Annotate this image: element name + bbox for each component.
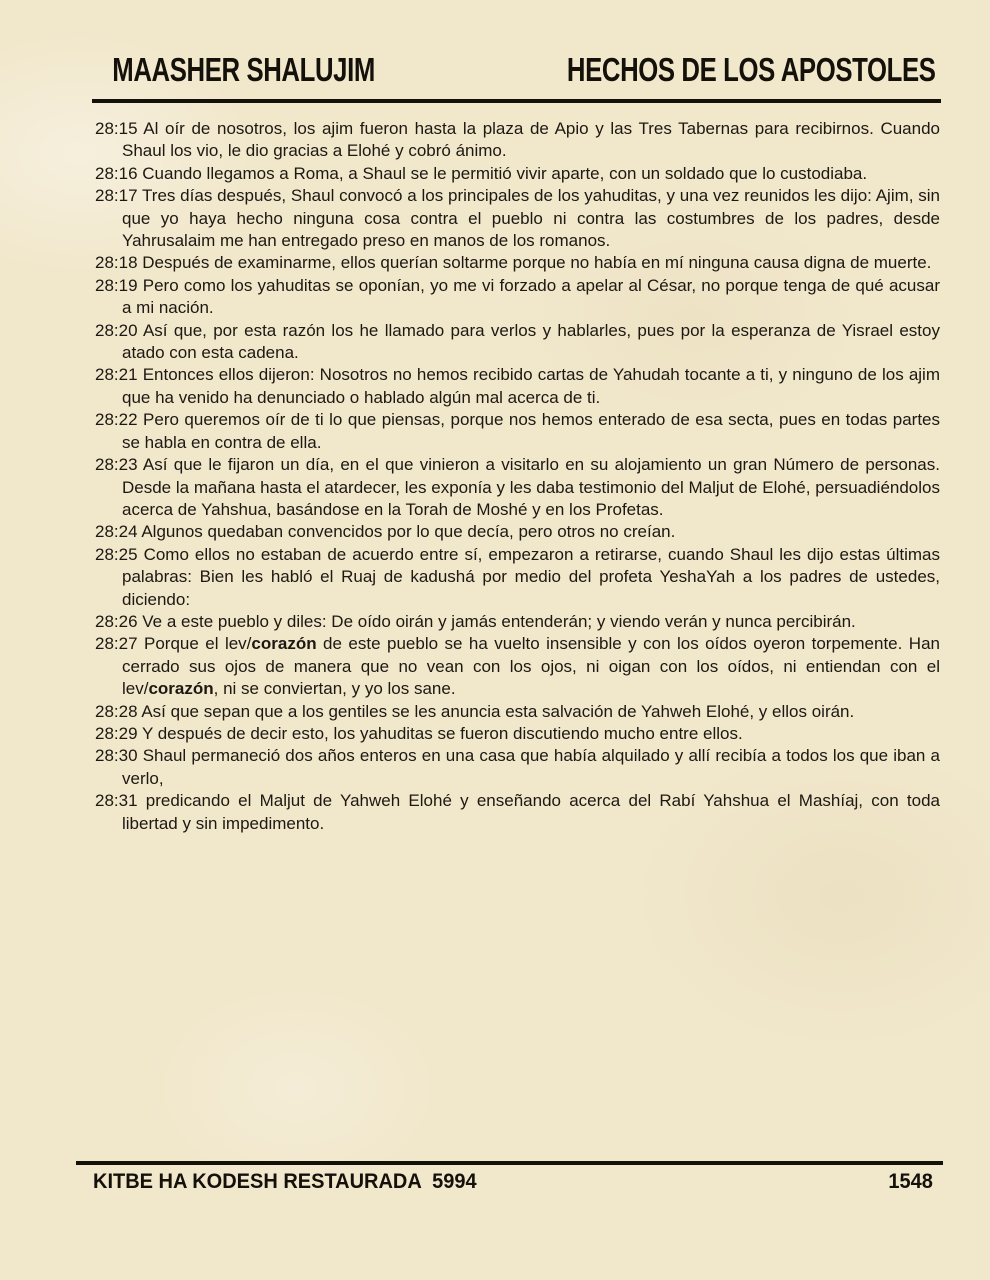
verse-ref: 28:17 <box>95 186 138 206</box>
verse-text: , ni se conviertan, y yo los sane. <box>213 679 456 699</box>
verse-text: Y después de decir esto, los yahuditas se fueron discutiendo mucho entre ellos. <box>141 723 743 743</box>
verse-ref: 28:18 <box>95 253 138 273</box>
page-header <box>92 52 941 86</box>
verse-text: Al oír de nosotros, los ajim fueron hasta la plaza de Apio y las Tres Tabernas para recibirnos. Cuando Shaul los vio, le dio gracias a Elohé y cobró ánimo. <box>122 119 940 161</box>
verse-ref: 28:29 <box>95 723 138 743</box>
verse-text: Algunos quedaban convencidos por lo que decía, pero otros no creían. <box>141 522 676 542</box>
verse-ref: 28:24 <box>95 522 138 542</box>
verse-text: Ve a este pueblo y diles: De oído oirán y jamás entenderán; y viendo verán y nunca percibirán. <box>142 611 856 631</box>
verse-ref: 28:20 <box>95 320 138 340</box>
verse-ref: 28:23 <box>95 455 138 475</box>
footer-page-number: 1548 <box>888 1169 933 1193</box>
verse-text: Como ellos no estaban de acuerdo entre sí, empezaron a retirarse, cuando Shaul les dijo estas últimas palabras: Bien les habló el Ruaj de kadushá por medio del profeta YeshaYah a los padres de ustedes, diciendo: <box>122 544 940 609</box>
verse-text-bold: corazón <box>251 634 317 654</box>
verse <box>95 364 940 409</box>
verse <box>95 745 940 790</box>
verse-text: Entonces ellos dijeron: Nosotros no hemos recibido cartas de Yahudah tocante a ti, y ninguno de los ajim que ha venido ha denunciado o hablado algún mal acerca de ti. <box>122 365 940 407</box>
header-right-title: HECHOS DE LOS APOSTOLES <box>566 51 936 88</box>
page-footer <box>93 1170 933 1194</box>
verse <box>95 611 940 633</box>
verse <box>95 163 940 185</box>
verse-text: Así que, por esta razón los he llamado para verlos y hablarles, pues por la esperanza de Yisrael estoy atado con esta cadena. <box>122 320 940 363</box>
verse <box>95 320 940 365</box>
verse-ref: 28:31 <box>95 791 138 811</box>
verse-text: de este pueblo se ha vuelto insensible y con los oídos oyeron torpemente. Han cerrado sus ojos de manera que no vean con los ojos, ni oigan con los oídos, ni entiendan con el lev/ <box>122 634 940 699</box>
verse-text: Pero queremos oír de ti lo que piensas, porque nos hemos enterado de esa secta, pues en todas partes se habla en contra de ella. <box>122 410 940 452</box>
verse <box>95 185 940 252</box>
verse-text: Shaul permaneció dos años enteros en una casa que había alquilado y allí recibía a todos los que iban a verlo, <box>122 746 940 788</box>
verse-text: Porque el lev/ <box>144 634 252 654</box>
verse-ref: 28:22 <box>95 410 138 430</box>
verse <box>95 275 940 320</box>
verse-text: Tres días después, Shaul convocó a los principales de los yahuditas, y una vez reunidos les dijo: Ajim, sin que yo haya hecho ninguna cosa contra el pueblo ni contra las costumbres de los padres, desde Yahrusalaim me han entregado preso en manos de los romanos. <box>122 186 940 251</box>
verse-text-bold: corazón <box>148 679 214 699</box>
verse-ref: 28:15 <box>95 119 138 138</box>
verse-ref: 28:26 <box>95 611 138 631</box>
verse-ref: 28:16 <box>95 163 138 183</box>
verse-text: predicando el Maljut de Yahweh Elohé y enseñando acerca del Rabí Yahshua el Mashíaj, con toda libertad y sin impedimento. <box>122 791 940 833</box>
verse <box>95 633 940 700</box>
verse-ref: 28:21 <box>95 365 138 385</box>
verse-ref: 28:19 <box>95 275 138 295</box>
verse <box>95 723 940 745</box>
footer-rule <box>76 1161 943 1165</box>
verse <box>95 544 940 611</box>
verse-text: Después de examinarme, ellos querían soltarme porque no había en mí ninguna causa digna de muerte. <box>142 253 932 273</box>
verse-text: Así que sepan que a los gentiles se les anuncia esta salvación de Yahweh Elohé, y ellos oirán. <box>141 701 855 721</box>
verse <box>95 409 940 454</box>
verse <box>95 118 940 163</box>
verse-ref: 28:28 <box>95 701 138 721</box>
verse-text: Cuando llegamos a Roma, a Shaul se le permitió vivir aparte, con un soldado que lo custodiaba. <box>142 163 868 183</box>
verse-text: Así que le fijaron un día, en el que vinieron a visitarlo en su alojamiento un gran Número de personas. Desde la mañana hasta el atardecer, les exponía y les daba testimonio del Maljut de Elohé, persuadiéndolos acerca de Yahshua, basándose en la Torah de Moshé y en los Profetas. <box>122 455 940 519</box>
verse <box>95 701 940 723</box>
verse <box>95 521 940 543</box>
verses <box>95 118 940 835</box>
verse <box>95 454 940 521</box>
verse <box>95 790 940 835</box>
verse-ref: 28:25 <box>95 544 138 564</box>
verse-text: Pero como los yahuditas se oponían, yo me vi forzado a apelar al César, no porque tenga de qué acusar a mi nación. <box>122 275 940 318</box>
footer-book-title: KITBE HA KODESH RESTAURADA 5994 <box>93 1169 477 1193</box>
header-left-title: MAASHER SHALUJIM <box>112 51 375 88</box>
verse <box>95 252 940 274</box>
verse-ref: 28:27 <box>95 634 138 654</box>
header-rule <box>92 99 941 103</box>
verse-ref: 28:30 <box>95 746 138 766</box>
